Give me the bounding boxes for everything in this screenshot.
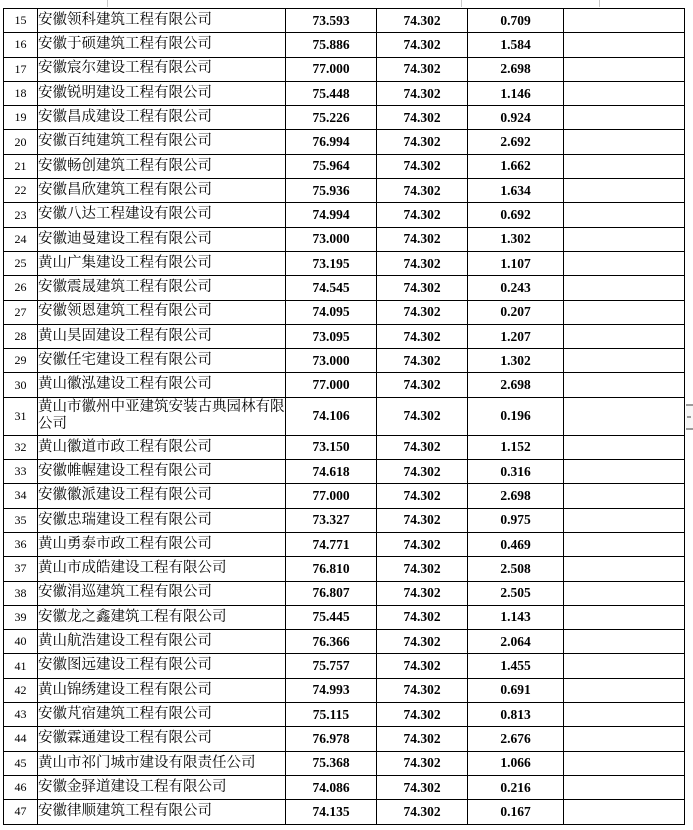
empty-cell[interactable] (564, 581, 685, 605)
deviation-cell[interactable]: 2.505 (468, 581, 564, 605)
score-cell[interactable]: 75.368 (286, 751, 377, 775)
row-number-cell[interactable]: 31 (4, 397, 38, 435)
benchmark-cell[interactable]: 74.302 (377, 324, 468, 348)
table-row (4, 484, 685, 508)
row-number-cell[interactable]: 36 (4, 532, 38, 556)
benchmark-cell[interactable]: 74.302 (377, 9, 468, 33)
empty-cell[interactable] (564, 154, 685, 178)
company-name-cell[interactable]: 黄山徽道市政工程有限公司 (38, 435, 286, 459)
table-row (4, 654, 685, 678)
row-number-cell[interactable]: 34 (4, 484, 38, 508)
row-number-cell[interactable]: 15 (4, 9, 38, 33)
company-name-cell[interactable]: 黄山勇泰市政工程有限公司 (38, 532, 286, 556)
table-row (4, 9, 685, 33)
table-row (4, 81, 685, 105)
company-name-cell[interactable]: 安徽震晟建筑工程有限公司 (38, 276, 286, 300)
company-name-cell[interactable]: 安徽锐明建设工程有限公司 (38, 81, 286, 105)
deviation-cell[interactable]: 1.152 (468, 435, 564, 459)
table-row (4, 57, 685, 81)
empty-cell[interactable] (564, 460, 685, 484)
empty-cell[interactable] (564, 508, 685, 532)
company-name-cell[interactable]: 黄山锦绣建设工程有限公司 (38, 678, 286, 702)
empty-cell[interactable] (564, 276, 685, 300)
empty-cell[interactable] (564, 251, 685, 275)
deviation-cell[interactable]: 1.207 (468, 324, 564, 348)
row-number-cell[interactable]: 35 (4, 508, 38, 532)
empty-cell[interactable] (564, 300, 685, 324)
row-number-cell[interactable]: 27 (4, 300, 38, 324)
benchmark-cell[interactable]: 74.302 (377, 397, 468, 435)
row-number-cell[interactable]: 32 (4, 435, 38, 459)
deviation-cell[interactable]: 1.455 (468, 654, 564, 678)
row-number-cell[interactable]: 25 (4, 251, 38, 275)
gridline-remnant (107, 0, 108, 7)
company-name-cell[interactable]: 安徽金驿道建设工程有限公司 (38, 775, 286, 799)
empty-cell[interactable] (564, 324, 685, 348)
company-name-cell[interactable]: 安徽领恩建筑工程有限公司 (38, 300, 286, 324)
score-cell[interactable]: 77.000 (286, 57, 377, 81)
benchmark-cell[interactable]: 74.302 (377, 727, 468, 751)
company-name-cell[interactable]: 安徽于硕建筑工程有限公司 (38, 33, 286, 57)
score-cell[interactable]: 77.000 (286, 484, 377, 508)
table-row (4, 227, 685, 251)
empty-cell[interactable] (564, 57, 685, 81)
score-cell[interactable]: 76.807 (286, 581, 377, 605)
deviation-cell[interactable]: 1.143 (468, 605, 564, 629)
benchmark-cell[interactable]: 74.302 (377, 605, 468, 629)
company-name-cell[interactable]: 黄山市祁门城市建设有限责任公司 (38, 751, 286, 775)
deviation-cell[interactable]: 0.813 (468, 703, 564, 727)
deviation-cell[interactable]: 2.698 (468, 373, 564, 397)
company-name-cell[interactable]: 安徽宸尔建设工程有限公司 (38, 57, 286, 81)
score-cell[interactable]: 73.327 (286, 508, 377, 532)
deviation-cell[interactable]: 2.692 (468, 130, 564, 154)
empty-cell[interactable] (564, 484, 685, 508)
table-row (4, 276, 685, 300)
empty-cell[interactable] (564, 33, 685, 57)
table-row (4, 460, 685, 484)
row-number-cell[interactable]: 37 (4, 557, 38, 581)
score-cell[interactable]: 76.978 (286, 727, 377, 751)
company-name-cell[interactable]: 安徽任宅建设工程有限公司 (38, 349, 286, 373)
table-row (4, 300, 685, 324)
company-name-cell[interactable]: 安徽八达工程建设有限公司 (38, 203, 286, 227)
score-cell[interactable]: 74.086 (286, 775, 377, 799)
company-name-cell[interactable]: 安徽帷幄建设工程有限公司 (38, 460, 286, 484)
row-number-cell[interactable]: 19 (4, 106, 38, 130)
row-number-cell[interactable]: 29 (4, 349, 38, 373)
table-row (4, 775, 685, 799)
table-row (4, 751, 685, 775)
deviation-cell[interactable]: 1.302 (468, 349, 564, 373)
empty-cell[interactable] (564, 654, 685, 678)
score-cell[interactable]: 75.886 (286, 33, 377, 57)
benchmark-cell[interactable]: 74.302 (377, 251, 468, 275)
empty-cell[interactable] (564, 81, 685, 105)
company-name-cell[interactable]: 安徽龙之鑫建筑工程有限公司 (38, 605, 286, 629)
row-number-cell[interactable]: 33 (4, 460, 38, 484)
company-name-cell[interactable]: 安徽昌欣建筑工程有限公司 (38, 179, 286, 203)
deviation-cell[interactable]: 0.167 (468, 800, 564, 824)
score-cell[interactable]: 73.195 (286, 251, 377, 275)
scrollbar-grip-icon (687, 416, 691, 418)
company-name-cell[interactable]: 黄山航浩建设工程有限公司 (38, 630, 286, 654)
deviation-cell[interactable]: 1.107 (468, 251, 564, 275)
bid-score-table (3, 8, 685, 825)
empty-cell[interactable] (564, 397, 685, 435)
table-row (4, 678, 685, 702)
company-name-cell[interactable]: 黄山徽泓建设工程有限公司 (38, 373, 286, 397)
company-name-cell[interactable]: 安徽昌成建设工程有限公司 (38, 106, 286, 130)
score-cell[interactable]: 74.993 (286, 678, 377, 702)
empty-cell[interactable] (564, 349, 685, 373)
deviation-cell[interactable]: 0.196 (468, 397, 564, 435)
benchmark-cell[interactable]: 74.302 (377, 484, 468, 508)
score-cell[interactable]: 75.448 (286, 81, 377, 105)
deviation-cell[interactable]: 1.584 (468, 33, 564, 57)
empty-cell[interactable] (564, 203, 685, 227)
deviation-cell[interactable]: 1.634 (468, 179, 564, 203)
row-number-cell[interactable]: 47 (4, 800, 38, 824)
benchmark-cell[interactable]: 74.302 (377, 460, 468, 484)
score-cell[interactable]: 74.106 (286, 397, 377, 435)
score-cell[interactable]: 74.618 (286, 460, 377, 484)
score-cell[interactable]: 77.000 (286, 373, 377, 397)
table-row (4, 203, 685, 227)
table-row (4, 630, 685, 654)
empty-cell[interactable] (564, 751, 685, 775)
benchmark-cell[interactable]: 74.302 (377, 751, 468, 775)
score-cell[interactable]: 75.964 (286, 154, 377, 178)
company-name-cell[interactable]: 安徽迪曼建设工程有限公司 (38, 227, 286, 251)
empty-cell[interactable] (564, 435, 685, 459)
company-name-cell[interactable]: 安徽霖通建设工程有限公司 (38, 727, 286, 751)
score-cell[interactable]: 76.994 (286, 130, 377, 154)
benchmark-cell[interactable]: 74.302 (377, 508, 468, 532)
benchmark-cell[interactable]: 74.302 (377, 57, 468, 81)
row-number-cell[interactable]: 44 (4, 727, 38, 751)
empty-cell[interactable] (564, 630, 685, 654)
empty-cell[interactable] (564, 532, 685, 556)
score-cell[interactable]: 73.000 (286, 349, 377, 373)
benchmark-cell[interactable]: 74.302 (377, 435, 468, 459)
benchmark-cell[interactable]: 74.302 (377, 532, 468, 556)
empty-cell[interactable] (564, 605, 685, 629)
table-row (4, 557, 685, 581)
company-name-cell[interactable]: 黄山昊固建设工程有限公司 (38, 324, 286, 348)
empty-cell[interactable] (564, 130, 685, 154)
empty-cell[interactable] (564, 678, 685, 702)
benchmark-cell[interactable]: 74.302 (377, 276, 468, 300)
score-cell[interactable]: 76.366 (286, 630, 377, 654)
benchmark-cell[interactable]: 74.302 (377, 179, 468, 203)
table-row (4, 727, 685, 751)
score-cell[interactable]: 74.135 (286, 800, 377, 824)
deviation-cell[interactable]: 0.207 (468, 300, 564, 324)
score-cell[interactable]: 73.150 (286, 435, 377, 459)
empty-cell[interactable] (564, 557, 685, 581)
company-name-cell[interactable]: 黄山市徽州中亚建筑安装古典园林有限公司 (38, 397, 286, 435)
score-cell[interactable]: 73.593 (286, 9, 377, 33)
benchmark-cell[interactable]: 74.302 (377, 703, 468, 727)
company-name-cell[interactable]: 安徽畅创建筑工程有限公司 (38, 154, 286, 178)
table-row (4, 800, 685, 824)
table-row (4, 179, 685, 203)
benchmark-cell[interactable]: 74.302 (377, 800, 468, 824)
score-cell[interactable]: 73.095 (286, 324, 377, 348)
table-row (4, 373, 685, 397)
vertical-scrollbar-thumb[interactable] (686, 404, 693, 430)
benchmark-cell[interactable]: 74.302 (377, 106, 468, 130)
company-name-cell[interactable]: 安徽律顺建筑工程有限公司 (38, 800, 286, 824)
score-cell[interactable]: 75.115 (286, 703, 377, 727)
benchmark-cell[interactable]: 74.302 (377, 630, 468, 654)
row-number-cell[interactable]: 16 (4, 33, 38, 57)
row-number-cell[interactable]: 28 (4, 324, 38, 348)
table-row (4, 703, 685, 727)
company-name-cell[interactable]: 黄山市成皓建设工程有限公司 (38, 557, 286, 581)
deviation-cell[interactable]: 1.146 (468, 81, 564, 105)
company-name-cell[interactable]: 安徽领科建筑工程有限公司 (38, 9, 286, 33)
table-row (4, 251, 685, 275)
row-number-cell[interactable]: 46 (4, 775, 38, 799)
deviation-cell[interactable]: 0.469 (468, 532, 564, 556)
benchmark-cell[interactable]: 74.302 (377, 349, 468, 373)
table-row (4, 508, 685, 532)
table-row (4, 435, 685, 459)
company-name-cell[interactable]: 安徽百纯建筑工程有限公司 (38, 130, 286, 154)
deviation-cell[interactable]: 1.662 (468, 154, 564, 178)
empty-cell[interactable] (564, 727, 685, 751)
score-cell[interactable]: 74.994 (286, 203, 377, 227)
benchmark-cell[interactable]: 74.302 (377, 300, 468, 324)
row-number-cell[interactable]: 39 (4, 605, 38, 629)
table-row (4, 33, 685, 57)
empty-cell[interactable] (564, 179, 685, 203)
deviation-cell[interactable]: 2.064 (468, 630, 564, 654)
deviation-cell[interactable]: 0.709 (468, 9, 564, 33)
benchmark-cell[interactable]: 74.302 (377, 33, 468, 57)
deviation-cell[interactable]: 2.698 (468, 484, 564, 508)
benchmark-cell[interactable]: 74.302 (377, 227, 468, 251)
row-number-cell[interactable]: 17 (4, 57, 38, 81)
empty-cell[interactable] (564, 373, 685, 397)
row-number-cell[interactable]: 26 (4, 276, 38, 300)
score-cell[interactable]: 73.000 (286, 227, 377, 251)
score-cell[interactable]: 74.095 (286, 300, 377, 324)
row-number-cell[interactable]: 43 (4, 703, 38, 727)
table-row (4, 106, 685, 130)
row-number-cell[interactable]: 23 (4, 203, 38, 227)
table-row (4, 605, 685, 629)
company-name-cell[interactable]: 安徽芃宿建筑工程有限公司 (38, 703, 286, 727)
deviation-cell[interactable]: 1.302 (468, 227, 564, 251)
deviation-cell[interactable]: 2.676 (468, 727, 564, 751)
empty-cell[interactable] (564, 106, 685, 130)
row-number-cell[interactable]: 21 (4, 154, 38, 178)
empty-cell[interactable] (564, 9, 685, 33)
benchmark-cell[interactable]: 74.302 (377, 678, 468, 702)
row-number-cell[interactable]: 20 (4, 130, 38, 154)
benchmark-cell[interactable]: 74.302 (377, 654, 468, 678)
score-cell[interactable]: 75.445 (286, 605, 377, 629)
row-number-cell[interactable]: 30 (4, 373, 38, 397)
table-row (4, 130, 685, 154)
row-number-cell[interactable]: 38 (4, 581, 38, 605)
deviation-cell[interactable]: 0.924 (468, 106, 564, 130)
benchmark-cell[interactable]: 74.302 (377, 775, 468, 799)
company-name-cell[interactable]: 安徽忠瑞建设工程有限公司 (38, 508, 286, 532)
empty-cell[interactable] (564, 775, 685, 799)
benchmark-cell[interactable]: 74.302 (377, 154, 468, 178)
row-number-cell[interactable]: 40 (4, 630, 38, 654)
empty-cell[interactable] (564, 800, 685, 824)
company-name-cell[interactable]: 安徽涓巡建筑工程有限公司 (38, 581, 286, 605)
benchmark-cell[interactable]: 74.302 (377, 203, 468, 227)
deviation-cell[interactable]: 0.316 (468, 460, 564, 484)
deviation-cell[interactable]: 2.508 (468, 557, 564, 581)
deviation-cell[interactable]: 0.243 (468, 276, 564, 300)
deviation-cell[interactable]: 0.216 (468, 775, 564, 799)
gridline-remnant (599, 0, 600, 7)
deviation-cell[interactable]: 0.691 (468, 678, 564, 702)
deviation-cell[interactable]: 2.698 (468, 57, 564, 81)
benchmark-cell[interactable]: 74.302 (377, 581, 468, 605)
table-row (4, 349, 685, 373)
row-number-cell[interactable]: 18 (4, 81, 38, 105)
gridline-remnant (461, 0, 462, 7)
table-row (4, 324, 685, 348)
benchmark-cell[interactable]: 74.302 (377, 130, 468, 154)
score-cell[interactable]: 74.545 (286, 276, 377, 300)
benchmark-cell[interactable]: 74.302 (377, 557, 468, 581)
table-row (4, 154, 685, 178)
deviation-cell[interactable]: 1.066 (468, 751, 564, 775)
row-number-cell[interactable]: 22 (4, 179, 38, 203)
row-number-cell[interactable]: 24 (4, 227, 38, 251)
score-cell[interactable]: 75.226 (286, 106, 377, 130)
company-name-cell[interactable]: 黄山广集建设工程有限公司 (38, 251, 286, 275)
table-row (4, 581, 685, 605)
row-number-cell[interactable]: 41 (4, 654, 38, 678)
benchmark-cell[interactable]: 74.302 (377, 81, 468, 105)
row-number-cell[interactable]: 42 (4, 678, 38, 702)
company-name-cell[interactable]: 安徽徽派建设工程有限公司 (38, 484, 286, 508)
row-number-cell[interactable]: 45 (4, 751, 38, 775)
benchmark-cell[interactable]: 74.302 (377, 373, 468, 397)
score-cell[interactable]: 75.936 (286, 179, 377, 203)
empty-cell[interactable] (564, 227, 685, 251)
table-row (4, 397, 685, 435)
score-cell[interactable]: 75.757 (286, 654, 377, 678)
score-cell[interactable]: 74.771 (286, 532, 377, 556)
deviation-cell[interactable]: 0.692 (468, 203, 564, 227)
company-name-cell[interactable]: 安徽图远建设工程有限公司 (38, 654, 286, 678)
score-cell[interactable]: 76.810 (286, 557, 377, 581)
empty-cell[interactable] (564, 703, 685, 727)
deviation-cell[interactable]: 0.975 (468, 508, 564, 532)
table-row (4, 532, 685, 556)
table-body (4, 9, 685, 825)
